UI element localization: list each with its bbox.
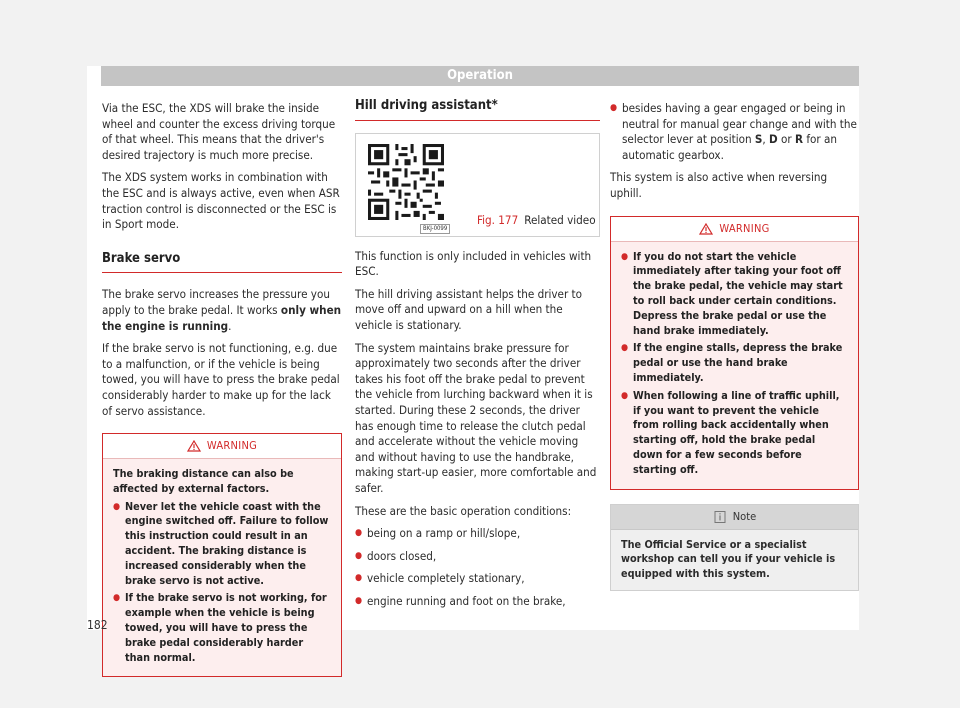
- section-heading-wrap: [355, 98, 600, 121]
- figure-177: [355, 133, 600, 237]
- warning-title: WARNING: [719, 221, 770, 235]
- figure-number: Fig. 177: [477, 213, 519, 227]
- section-title: Brake servo: [102, 250, 181, 266]
- paragraph: The XDS system works in combination with the ESC and is always active, even when ASR traction control is disconnected or the ESC is in Sport mode.: [102, 170, 340, 232]
- list-item: ● besides having a gear engaged or being in neutral for manual gear change and with the selector lever at position S, D or R for an automatic gearbox.: [610, 101, 859, 163]
- qr-code-icon[interactable]: [368, 144, 444, 220]
- warning-triangle-icon: [187, 440, 201, 452]
- paragraph: If the brake servo is not functioning, e.g. due to a malfunction, or if the vehicle is being towed, you will have to press the brake pedal considerably harder to make up for the lack of servo assistance.: [102, 341, 340, 418]
- note-title: Note: [732, 509, 757, 523]
- note-box: [610, 504, 859, 591]
- section-title: Hill driving assistant*: [355, 98, 498, 113]
- column-3: [610, 101, 859, 591]
- figure-caption: [477, 213, 596, 229]
- column-2: [355, 98, 600, 616]
- warning-intro: The braking distance can also be affected by external factors.: [113, 467, 294, 495]
- warning-item: ● If the engine stalls, depress the brake pedal or use the hand brake immediately.: [621, 341, 848, 385]
- figure-caption-text: Related video: [524, 213, 596, 227]
- paragraph: These are the basic operation conditions:: [355, 503, 572, 518]
- info-icon: [713, 511, 727, 523]
- warning-item: ● When following a line of traffic uphill, if you want to prevent the vehicle from rolling back accidentally when starting off, hold the brake pedal down for a few seconds before starting off.: [621, 389, 848, 478]
- paragraph: This system is also active when reversing uphill.: [610, 170, 828, 200]
- warning-triangle-icon: [699, 223, 713, 235]
- page-header: Operation: [101, 66, 859, 86]
- column-1: [102, 101, 342, 677]
- warning-header: [103, 434, 341, 459]
- warning-item: ● If the brake servo is not working, for example when the vehicle is being towed, you will have to press the brake pedal considerably harder than normal.: [113, 591, 331, 665]
- warning-body: [611, 242, 858, 489]
- warning-title: WARNING: [206, 439, 258, 453]
- paragraph: Via the ESC, the XDS will brake the inside wheel and counter the excess driving torque of that wheel. This means that the driver's desired trajectory is much more precise.: [102, 101, 336, 162]
- note-header: [611, 505, 858, 530]
- warning-header: [611, 217, 858, 242]
- figure-code: BKJ-0099: [420, 224, 450, 234]
- paragraph: This function is only included in vehicles with ESC.: [355, 248, 592, 279]
- warning-box: [610, 216, 859, 490]
- paragraph: The hill driving assistant helps the driver to move off and upward on a hill when the vehicle is stationary.: [355, 286, 583, 332]
- paragraph: The system maintains brake pressure for approximately two seconds after the driver takes his foot off the brake pedal to prevent the vehicle from lurching backward when it is started. During these 2 seconds, the driver has enough time to release the clutch pedal and accelerate without the vehicle moving and without having to use the handbrake, making start-up easier, more comfortable and safer.: [355, 340, 597, 495]
- warning-body: [103, 459, 341, 676]
- list-item: ● being on a ramp or hill/slope,: [355, 526, 600, 542]
- list-item: ● engine running and foot on the brake,: [355, 594, 600, 610]
- section-heading-wrap: [102, 251, 342, 274]
- warning-box: [102, 433, 342, 677]
- paragraph: The brake servo increases the pressure you apply to the brake pedal. It works only when the engine is running.: [102, 287, 342, 333]
- note-body: The Official Service or a specialist workshop can tell you if your vehicle is equipped with this system.: [621, 537, 836, 581]
- list-item: ● vehicle completely stationary,: [355, 571, 600, 587]
- warning-item: ● If you do not start the vehicle immediately after taking your foot off the brake pedal, the vehicle may start to roll back under certain conditions. Depress the brake pedal or use the hand brake immediately.: [621, 250, 848, 339]
- list-item: ● doors closed,: [355, 549, 600, 565]
- page-number: 182: [87, 618, 108, 632]
- warning-item: ● Never let the vehicle coast with the engine switched off. Failure to follow this instruction could result in an accident. The braking distance is increased considerably when the brake servo is not active.: [113, 500, 331, 589]
